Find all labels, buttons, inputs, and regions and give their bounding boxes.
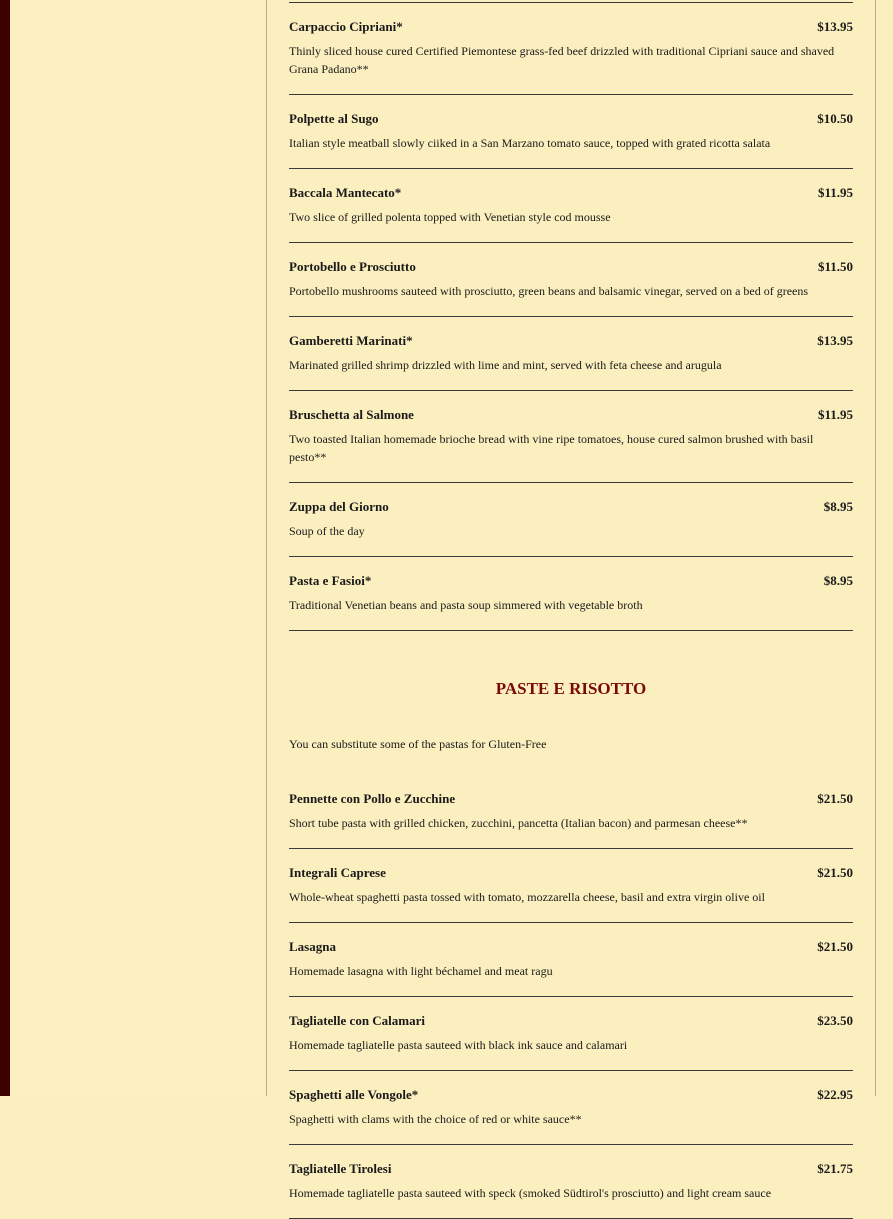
item-description: Whole-wheat spaghetti pasta tossed with tomato, mozzarella cheese, basil and extra virgin olive oil — [289, 890, 765, 904]
item-name: Tagliatelle Tirolesi — [289, 1161, 392, 1176]
item-description: Portobello mushrooms sauteed with prosciutto, green beans and balsamic vinegar, served on a bed of greens — [289, 284, 809, 298]
paste-list — [289, 791, 853, 1219]
item-price: $13.95 — [817, 19, 853, 34]
item-price: $13.95 — [817, 333, 853, 348]
item-price: $8.95 — [823, 573, 853, 588]
menu-item — [289, 243, 853, 317]
menu-item — [289, 791, 853, 849]
menu-item — [289, 557, 853, 631]
left-sidebar — [10, 0, 267, 1096]
menu-item — [289, 391, 853, 483]
item-name: Portobello e Prosciutto — [289, 259, 416, 274]
item-price: $11.95 — [817, 407, 853, 422]
item-name: Gamberetti Marinati* — [289, 333, 413, 348]
item-price: $22.95 — [817, 1087, 853, 1102]
item-name: Lasagna — [289, 939, 336, 954]
item-price: $11.95 — [817, 185, 853, 200]
item-price: $8.95 — [823, 499, 853, 514]
item-name: Pasta e Fasioi* — [289, 573, 372, 588]
item-description: Soup of the day — [289, 524, 365, 538]
menu-item — [289, 169, 853, 243]
item-price: $21.75 — [817, 1161, 853, 1176]
item-price: $21.50 — [817, 791, 853, 806]
item-description: Homemade tagliatelle pasta sauteed with black ink sauce and calamari — [289, 1038, 628, 1052]
item-price: $23.50 — [817, 1013, 853, 1028]
item-description: Homemade lasagna with light béchamel and meat ragu — [289, 964, 553, 978]
menu-item — [289, 95, 853, 169]
item-name: Tagliatelle con Calamari — [289, 1013, 426, 1028]
item-name: Carpaccio Cipriani* — [289, 19, 403, 34]
item-description: Italian style meatball slowly ciiked in a San Marzano tomato sauce, topped with grated ricotta salata — [289, 136, 771, 150]
item-description: Traditional Venetian beans and pasta soup simmered with vegetable broth — [289, 598, 643, 612]
item-description: Two toasted Italian homemade brioche bread with vine ripe tomatoes, house cured salmon brushed with basil pesto** — [289, 432, 814, 464]
item-name: Bruschetta al Salmone — [289, 407, 414, 422]
left-border-bar — [0, 0, 10, 1096]
menu-item — [289, 849, 853, 923]
item-name: Baccala Mantecato* — [289, 185, 402, 200]
menu-item — [289, 3, 853, 95]
section-title: PASTE E RISOTTO — [495, 679, 647, 698]
menu-item — [289, 1145, 853, 1219]
item-description: Homemade tagliatelle pasta sauteed with speck (smoked Südtirol's prosciutto) and light cream sauce — [289, 1186, 772, 1200]
menu-item — [289, 1071, 853, 1145]
menu-content — [289, 0, 853, 1200]
antipasti-list — [289, 3, 853, 631]
right-border — [875, 0, 876, 1096]
item-description: Short tube pasta with grilled chicken, zucchini, pancetta (Italian bacon) and parmesan cheese** — [289, 816, 748, 830]
item-name: Spaghetti alle Vongole* — [289, 1087, 419, 1102]
menu-item — [289, 317, 853, 391]
item-name: Polpette al Sugo — [289, 111, 379, 126]
item-description: Spaghetti with clams with the choice of red or white sauce** — [289, 1112, 582, 1126]
item-price: $10.50 — [817, 111, 853, 126]
gluten-free-note: You can substitute some of the pastas for Gluten-Free — [289, 737, 547, 751]
item-description: Two slice of grilled polenta topped with Venetian style cod mousse — [289, 210, 611, 224]
item-price: $21.50 — [817, 865, 853, 880]
item-price: $21.50 — [817, 939, 853, 954]
item-price: $11.50 — [817, 259, 853, 274]
menu-item — [289, 923, 853, 997]
item-description: Thinly sliced house cured Certified Piemontese grass-fed beef drizzled with traditional Cipriani sauce and shaved Grana Padano** — [289, 44, 835, 76]
menu-item — [289, 997, 853, 1071]
item-name: Zuppa del Giorno — [289, 499, 389, 514]
item-name: Integrali Caprese — [289, 865, 386, 880]
item-description: Marinated grilled shrimp drizzled with lime and mint, served with feta cheese and arugula — [289, 358, 722, 372]
menu-item — [289, 483, 853, 557]
item-name: Pennette con Pollo e Zucchine — [289, 791, 456, 806]
